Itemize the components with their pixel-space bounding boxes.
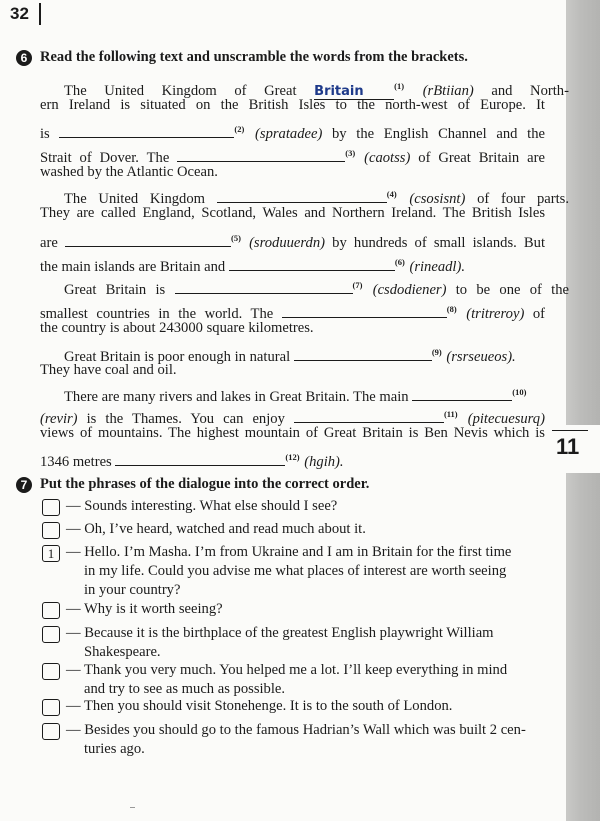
dialogue-line-6b: and try to see as much as possible.	[84, 681, 286, 697]
text-line-4: Strait of Dover. The $^{(3)}$ (caotss) of Great Britain are	[40, 148, 545, 166]
text-line-12: the country is about 243000 square kilometres.	[40, 320, 314, 336]
dialogue-line-7: — Then you should visit Stonehenge. It is to the south of London.	[66, 698, 453, 714]
text-line-6: The United Kingdom $^{(4)}$ (csosisnt) of four parts.	[64, 189, 570, 207]
page-number-divider	[39, 3, 41, 25]
text-line-3: is $^{(2)}$ (spratadee) by the English Channel and the	[40, 124, 545, 142]
order-box-3[interactable]: 1	[42, 545, 60, 562]
exercise-6-number: 6	[16, 50, 32, 66]
exercise-7-title: Put the phrases of the dialogue into the correct order.	[40, 476, 370, 492]
dialogue-line-8b: turies ago.	[84, 741, 145, 757]
dialogue-line-1: — Sounds interesting. What else should I see?	[66, 498, 338, 514]
blank-12[interactable]	[115, 451, 285, 466]
order-box-2[interactable]	[42, 522, 60, 539]
page-edge-strip	[566, 0, 600, 821]
text-line-18: 1346 metres $^{(12)}$ (hgih).	[40, 452, 344, 470]
exercise-6-title: Read the following text and unscramble the words from the brackets.	[40, 49, 468, 65]
text-line-1: The United Kingdom of Great Britain $^{(1)}$ (rBtiian) and North-	[64, 81, 569, 99]
text-line-8: are $^{(5)}$ (sroduuerdn) by hundreds of small islands. But	[40, 233, 546, 251]
dialogue-line-8a: — Besides you should go to the famous Hadrian’s Wall which was built 2 cen-	[66, 722, 526, 738]
dialogue-line-4: — Why is it worth seeing?	[66, 601, 223, 617]
text-line-15: There are many rivers and lakes in Great Britain. The main $^{(10)}$	[64, 387, 527, 405]
text-line-9: the main islands are Britain and $^{(6)}$ (rineadl).	[40, 257, 465, 275]
dialogue-line-2: — Oh, I’ve heard, watched and read much about it.	[66, 521, 366, 537]
blank-5[interactable]	[65, 232, 231, 247]
dialogue-line-3a: — Hello. I’m Masha. I’m from Ukraine and I am in Britain for the first time	[66, 544, 512, 560]
text-line-10: Great Britain is $^{(7)}$ (csdodiener) to be one of the	[64, 280, 570, 298]
text-line-16: (revir) is the Thames. You can enjoy $^{(11)}$ (pitecuesurq)	[40, 409, 545, 427]
unit-rule	[552, 430, 588, 431]
blank-8[interactable]	[282, 303, 447, 318]
blank-4[interactable]	[217, 188, 387, 203]
blank-9[interactable]	[294, 346, 432, 361]
order-box-1[interactable]	[42, 499, 60, 516]
text-line-7: They are called England, Scotland, Wales and Northern Ireland. The British Isles	[40, 205, 545, 221]
text-line-14: They have coal and oil.	[40, 362, 177, 378]
text-line-5: washed by the Atlantic Ocean.	[40, 164, 218, 180]
text-line-13: Great Britain is poor enough in natural $^{(9)}$ (rsrseueos).	[64, 347, 516, 365]
dialogue-line-5b: Shakespeare.	[84, 644, 161, 660]
blank-11[interactable]	[294, 408, 444, 423]
dialogue-line-3b: in my life. Could you advise me what places of interest are worth seeing	[84, 563, 507, 579]
blank-6[interactable]	[229, 256, 395, 271]
order-box-8[interactable]	[42, 723, 60, 740]
text-line-11: smallest countries in the world. The $^{(8)}$ (tritreroy) of	[40, 304, 546, 322]
order-box-7[interactable]	[42, 699, 60, 716]
text-line-17: views of mountains. The highest mountain of Great Britain is Ben Nevis which is	[40, 425, 545, 441]
order-box-5[interactable]	[42, 626, 60, 643]
unit-number: 11	[556, 434, 580, 459]
dialogue-line-5a: — Because it is the birthplace of the greatest English playwright William	[66, 625, 494, 641]
dialogue-line-6a: — Thank you very much. You helped me a lot. I’ll keep everything in mind	[66, 662, 508, 678]
dialogue-line-3c: in your country?	[84, 582, 181, 598]
blank-2[interactable]	[59, 123, 234, 138]
order-box-4[interactable]	[42, 602, 60, 619]
page-number: 32	[10, 4, 29, 23]
page-speck	[130, 807, 135, 808]
order-box-6[interactable]	[42, 663, 60, 680]
answer-1-field[interactable]: Britain	[314, 84, 394, 100]
blank-7[interactable]	[175, 279, 353, 294]
text-line-2: ern Ireland is situated on the British Isles to the north-west of Europe. It	[40, 97, 545, 113]
blank-3[interactable]	[177, 147, 345, 162]
blank-10[interactable]	[412, 386, 512, 401]
exercise-7-number: 7	[16, 477, 32, 493]
